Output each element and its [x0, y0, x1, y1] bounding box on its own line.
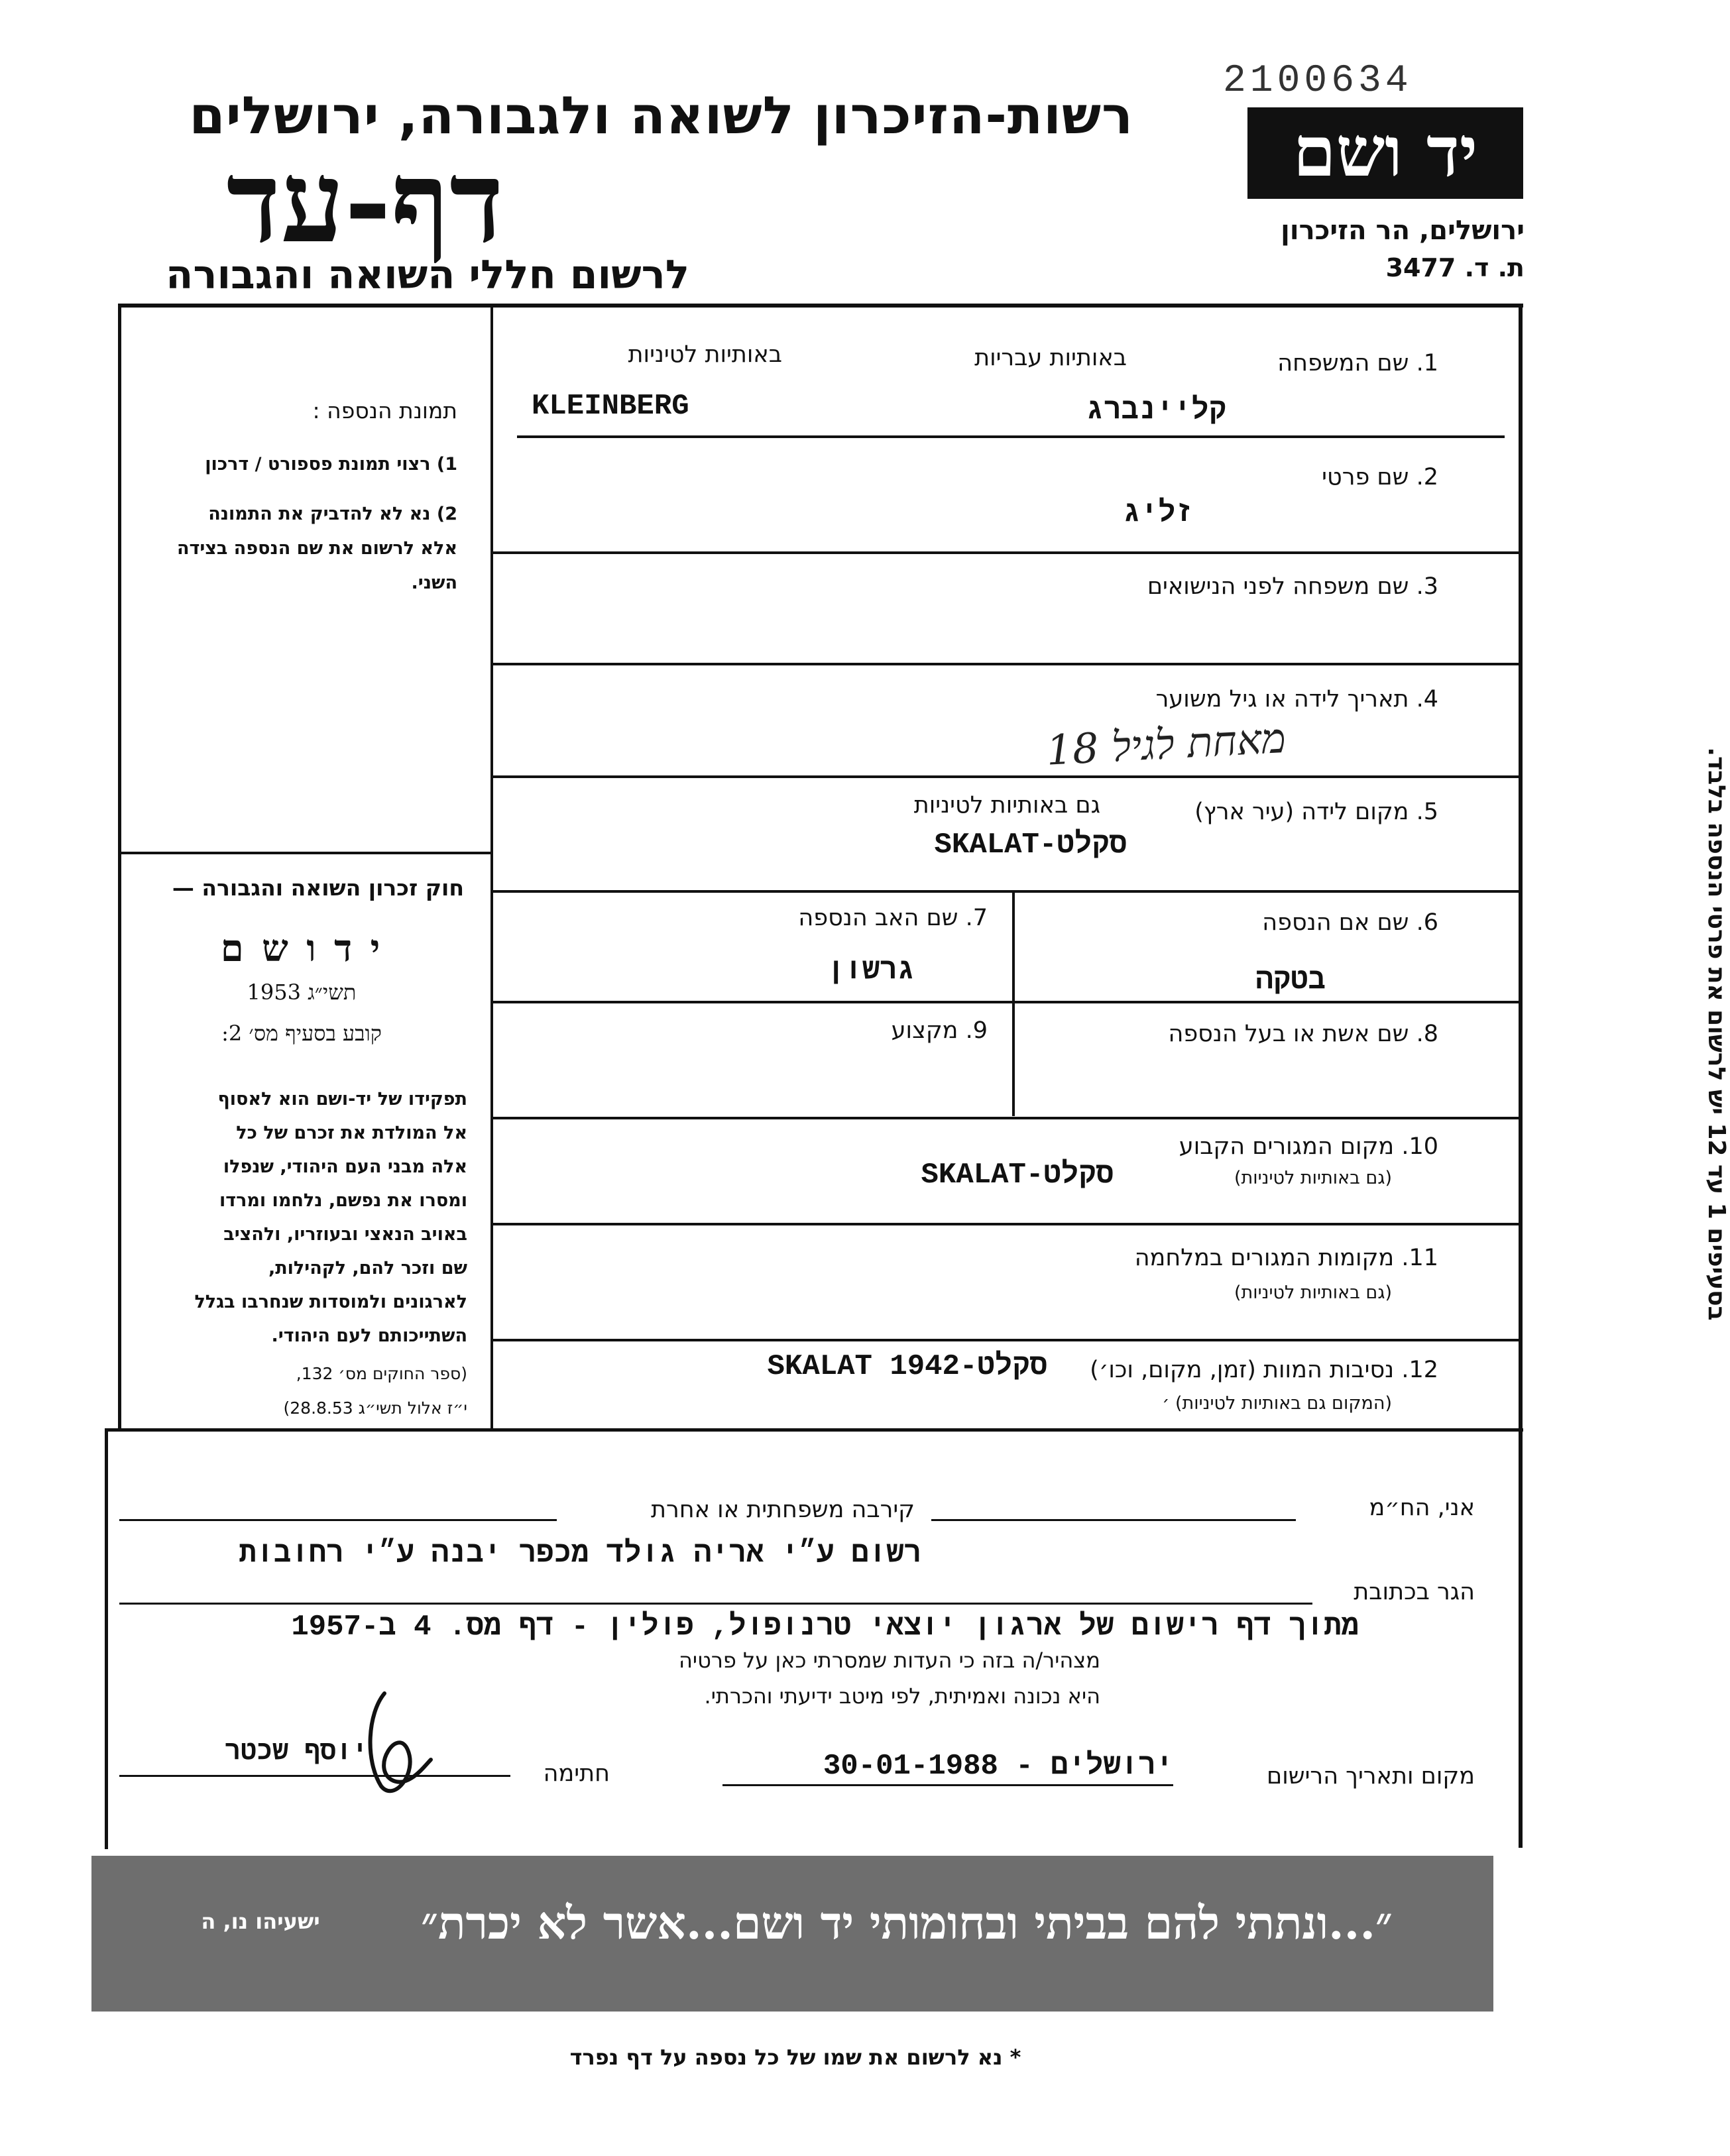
place-date-line — [722, 1784, 1173, 1786]
father-name-value: גרשון — [827, 954, 915, 988]
photo-note-2-line-3: השני. — [411, 573, 457, 593]
field-10-note: (גם באותיות לטיניות) — [1234, 1168, 1392, 1188]
field-12-note: (המקום גם באותיות לטיניות) ׳ — [1162, 1393, 1392, 1414]
logo-text: יד ושם — [1293, 111, 1478, 192]
signature-label: חתימה — [543, 1760, 610, 1787]
signature-name-stamp: יוסף שכטר — [224, 1738, 368, 1768]
law-title: חוק זכרון השואה והגבורה — — [172, 875, 464, 901]
photo-title: תמונת הנספה : — [312, 398, 457, 424]
frame-top — [118, 304, 1523, 308]
relation-line — [119, 1519, 557, 1521]
frame-left-upper — [118, 304, 121, 1430]
law-text-line: לארגונים ולמוסדות שנחרבו בגלל — [194, 1292, 467, 1312]
birth-place-value: סקלט-SKALAT — [934, 828, 1127, 862]
row-line-8 — [492, 1223, 1519, 1225]
source-note-value: מתוך דף רישום של ארגון יוצאי טרנופול, פולין - דף מס. 4 ב-1957 — [291, 1611, 1359, 1644]
address-line-1: ירושלים, הר הזיכרון — [1281, 215, 1525, 246]
field-9-label: 9. מקצוע — [891, 1017, 988, 1044]
law-text-line: ומסרו את נפשם, נלחמו ומרדו — [219, 1190, 467, 1211]
page-title: דף-עד — [226, 136, 504, 268]
law-text-line: אלה מבני העם היהודי, שנפלו — [223, 1157, 467, 1177]
mother-name-value: בטקה — [1255, 964, 1326, 997]
registered-by-value: רשום ע״י אריה גולד מכפר יבנה ע״י רחובות — [239, 1538, 921, 1571]
field-7-label: 7. שם האב הנספה — [798, 905, 988, 931]
residing-label: הגר בכתובת — [1354, 1579, 1475, 1605]
place-date-value: ירושלים - 30-01-1988 — [823, 1750, 1173, 1783]
row-line-6 — [492, 1001, 1519, 1003]
row-line-9 — [492, 1339, 1519, 1341]
law-clause: קובע בסעיף מס׳ 2: — [221, 1021, 382, 1046]
field-11-note: (גם באותיות לטיניות) — [1234, 1282, 1392, 1303]
col-divider-6-7 — [1012, 893, 1015, 1001]
law-text-line: אל המולדת את זכרם של כל — [236, 1123, 467, 1143]
field-2-label: 2. שם פרטי — [1322, 464, 1438, 490]
page-subtitle: לרשום חללי השואה והגבורה — [166, 252, 689, 298]
row-line-7 — [492, 1117, 1519, 1119]
col-divider-8-9 — [1012, 1003, 1015, 1116]
law-text — [133, 1082, 467, 1353]
law-text-line: תפקידו של יד-ושם הוא לאסוף — [217, 1089, 467, 1109]
serial-number: 2100634 — [1223, 60, 1413, 103]
law-text-line: באויב הנאצי ובעוזריו, ולהציב — [223, 1224, 467, 1245]
statement-line-1: מצהיר/ה בזה כי העדות שמסרתי כאן על פרטיה — [679, 1648, 1100, 1673]
law-text-line: שם וזכר להם, לקהילות, — [268, 1258, 467, 1278]
field-5-label: 5. מקום לידה (עיר ארץ) — [1194, 799, 1438, 825]
law-reference-1: (ספר החוקים מס׳ 132, — [296, 1364, 467, 1383]
statement-line-2: היא נכונה ואמיתית, לפי מיטב ידיעתי והכרתי. — [704, 1683, 1100, 1709]
row-line-3 — [492, 663, 1519, 665]
field-4-label: 4. תאריך לידה או גיל משוער — [1155, 686, 1438, 712]
law-year: תשי״ג 1953 — [247, 980, 357, 1005]
field-11-label: 11. מקומות המגורים במלחמה — [1134, 1245, 1438, 1271]
law-reference-2: י״ז אלול תשי״ג 28.8.53) — [283, 1398, 467, 1418]
frame-separator — [105, 1428, 1523, 1432]
law-name: י ד ו ש ם — [220, 927, 383, 970]
field-1-latin-column: באותיות לטיניות — [628, 341, 782, 368]
photo-note-2: 2) נא לא להדביק את התמונה — [208, 504, 457, 524]
address-line — [119, 1603, 1312, 1605]
field-3-label: 3. שם משפחה לפני הנישואים — [1147, 573, 1438, 600]
field-12-label: 12. נסיבות המוות (זמן, מקום, וכו׳) — [1090, 1357, 1438, 1383]
field-1-hebrew-column: באותיות עבריות — [974, 345, 1127, 371]
place-date-label: מקום ותאריך הרישום — [1267, 1763, 1475, 1789]
relation-label: קירבה משפחתית או אחרת — [651, 1497, 915, 1523]
field-1-label: 1. שם המשפחה — [1277, 350, 1438, 376]
signature-scribble — [345, 1687, 457, 1799]
family-name-hebrew-value: קליינברג — [1086, 394, 1226, 427]
column-divider — [490, 308, 493, 1431]
birth-date-handwritten: מאחת לגיל 18 — [1045, 713, 1287, 775]
permanent-residence-value: סקלט-SKALAT — [921, 1159, 1114, 1192]
i-undersigned-label: אני, הח״מ — [1369, 1495, 1475, 1521]
sidebar-divider — [119, 852, 492, 854]
frame-right — [1519, 304, 1523, 1848]
authority-title: רשות-הזיכרון לשואה ולגבורה, ירושלים — [189, 86, 1133, 146]
address-line-2: ת. ד. 3477 — [1385, 253, 1525, 282]
row-line-2 — [492, 551, 1519, 554]
field-5-latin-note: גם באותיות לטיניות — [913, 792, 1100, 819]
frame-left-lower — [105, 1432, 108, 1849]
field-6-label: 6. שם אם הנספה — [1262, 909, 1438, 936]
row-line-5 — [492, 890, 1519, 893]
banner-quote: ״...ונתתי להם בביתי ובחומותי יד ושם...אשר לא יכרת״ — [421, 1897, 1393, 1950]
footer-note: * נא לרשום את שמו של כל נספה על דף נפרד — [569, 2045, 1021, 2070]
photo-note-2-line-2: אלא לרשום את שם הנספה בצידה — [176, 538, 457, 559]
first-name-value: זליג — [1123, 497, 1193, 530]
side-note: בסעיפים 1 עד 12 יש לרשום את פרטי הנספה בלבד. — [1703, 747, 1730, 1321]
field-10-label: 10. מקום המגורים הקבוע — [1179, 1133, 1438, 1160]
name-line — [931, 1519, 1296, 1521]
field-8-label: 8. שם אשת או בעל הנספה — [1168, 1021, 1438, 1047]
yad-vashem-logo — [1247, 107, 1523, 199]
death-circumstances-value: סקלט-SKALAT 1942 — [767, 1350, 1047, 1383]
family-name-latin-value: KLEINBERG — [532, 390, 689, 423]
row-line-1 — [517, 435, 1505, 438]
law-text-line: השתייכותם לעם היהודי. — [271, 1326, 467, 1346]
banner-source: ישעיהו נו, ה — [201, 1909, 320, 1934]
photo-note-1: 1) רצוי תמונת פספורט / דרכון — [205, 454, 457, 475]
quote-banner — [91, 1856, 1493, 2012]
